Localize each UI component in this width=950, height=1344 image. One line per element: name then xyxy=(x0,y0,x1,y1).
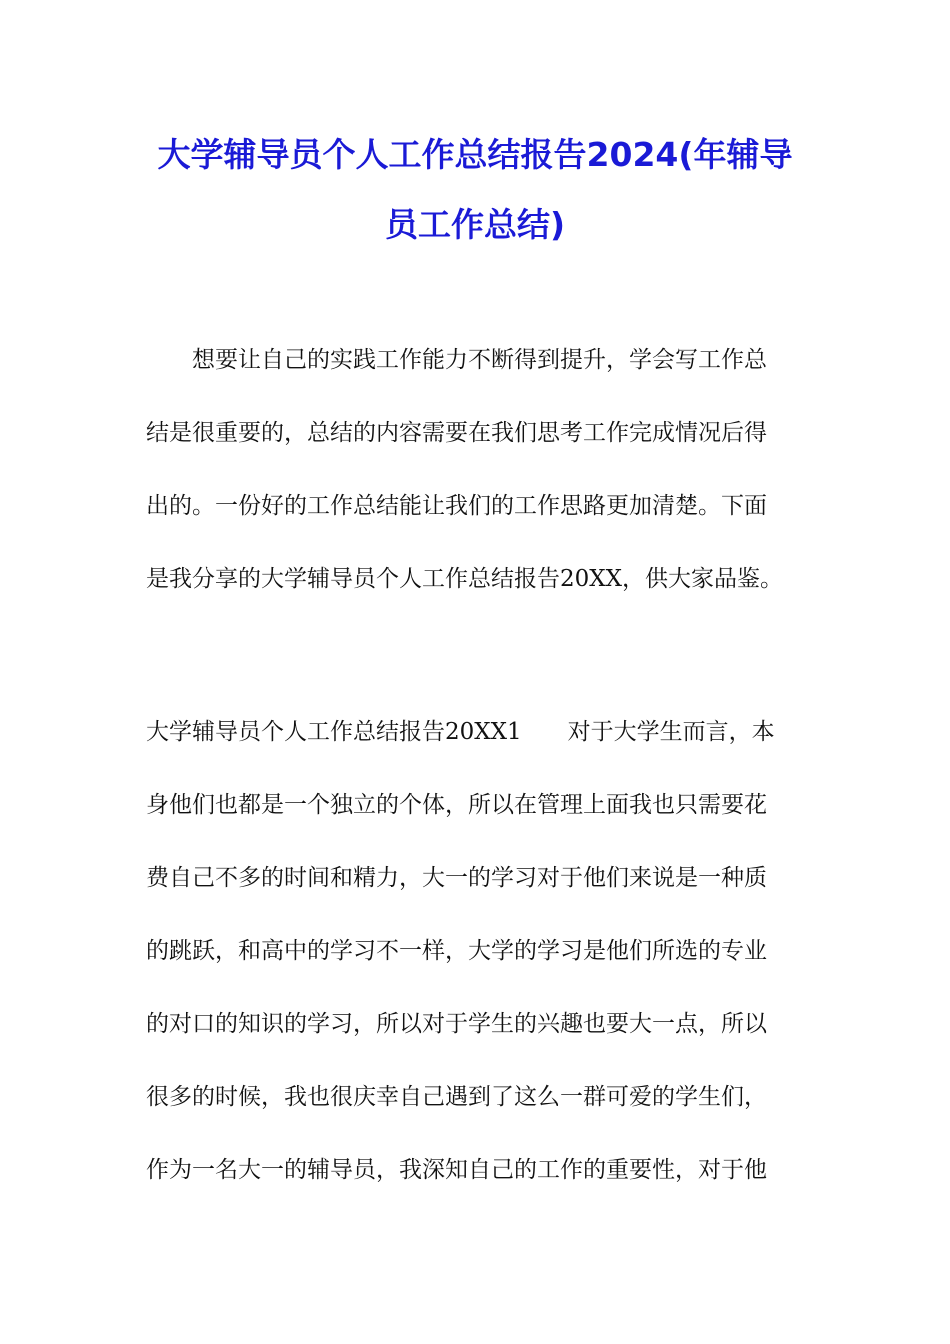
paragraph-line: 费自己不多的时间和精力，大一的学习对于他们来说是一种质 xyxy=(146,865,767,891)
title-line-2: 员工作总结) xyxy=(384,205,566,244)
paragraph-line: 想要让自己的实践工作能力不断得到提升，学会写工作总 xyxy=(192,347,767,373)
report-paragraph xyxy=(146,696,806,1207)
paragraph-line: 大学辅导员个人工作总结报告20XX1 对于大学生而言，本 xyxy=(146,719,775,745)
paragraph-line: 出的。一份好的工作总结能让我们的工作思路更加清楚。下面 xyxy=(146,493,767,519)
document-title xyxy=(130,120,820,260)
paragraph-line: 的跳跃，和高中的学习不一样，大学的学习是他们所选的专业 xyxy=(146,938,767,964)
paragraph-line: 身他们也都是一个独立的个体，所以在管理上面我也只需要花 xyxy=(146,792,767,818)
title-line-1: 大学辅导员个人工作总结报告2024(年辅导 xyxy=(157,135,793,174)
paragraph-line: 作为一名大一的辅导员，我深知自己的工作的重要性，对于他 xyxy=(146,1157,767,1183)
paragraph-line: 结是很重要的，总结的内容需要在我们思考工作完成情况后得 xyxy=(146,420,767,446)
paragraph-line: 很多的时候，我也很庆幸自己遇到了这么一群可爱的学生们， xyxy=(146,1084,767,1110)
paragraph-line: 的对口的知识的学习，所以对于学生的兴趣也要大一点，所以 xyxy=(146,1011,767,1037)
intro-paragraph xyxy=(146,324,806,616)
paragraph-line: 是我分享的大学辅导员个人工作总结报告20XX，供大家品鉴。 xyxy=(146,566,784,592)
